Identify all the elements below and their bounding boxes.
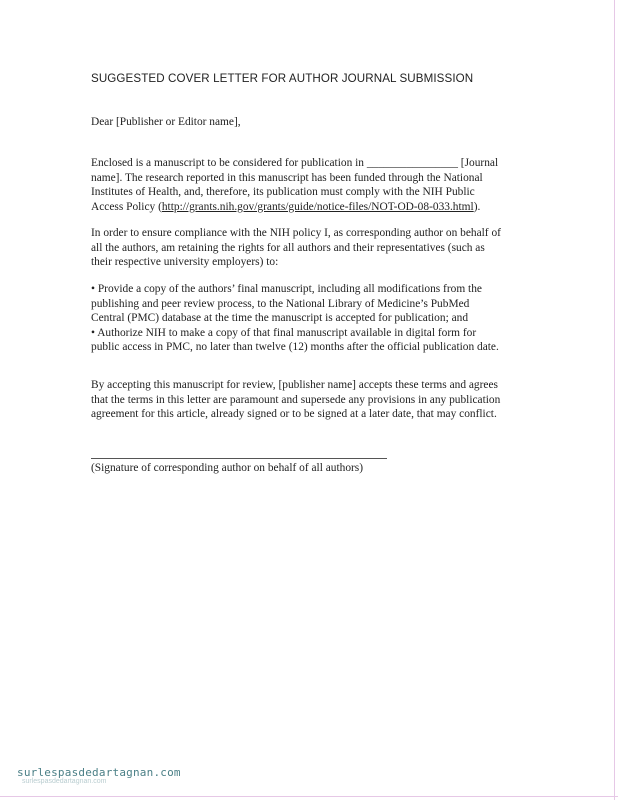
bullet-line: public access in PMC, no later than twelve (12) months after the official publication date.: [91, 341, 499, 354]
bullet-line: Central (PMC) database at the time the manuscript is accepted for publication; and: [91, 312, 469, 325]
page-border-right: [614, 0, 615, 800]
bullet-line: • Provide a copy of the authors’ final manuscript, including all modifications from the: [91, 283, 482, 295]
site-watermark: surlespasdedartagnan.com: [17, 766, 181, 779]
signature-line: [91, 458, 387, 459]
paragraph-line: all the authors, am retaining the rights for all authors and their representatives (such as: [91, 241, 485, 254]
salutation-text: Dear [Publisher or Editor name],: [91, 116, 241, 128]
site-watermark-subtext: surlespasdedartagnan.com: [22, 778, 107, 785]
signature-caption: (Signature of corresponding author on behalf of all authors): [91, 462, 364, 474]
bullet-list: [91, 282, 541, 355]
page-border-bottom: [0, 796, 618, 797]
paragraph-compliance: [91, 226, 541, 270]
nih-policy-link[interactable]: http://grants.nih.gov/grants/guide/notice-files/NOT-OD-08-033.html: [161, 200, 474, 213]
paragraph-line: Enclosed is a manuscript to be considered for publication in ________________ [Journal: [91, 157, 499, 169]
link-prefix: Access Policy (: [91, 200, 162, 213]
salutation: [91, 115, 541, 130]
bullet-line: publishing and peer review process, to the National Library of Medicine’s PubMed: [91, 297, 470, 310]
paragraph-line: that the terms in this letter are paramount and supersede any provisions in any publication: [91, 393, 501, 406]
paragraph-line: In order to ensure compliance with the NIH policy I, as corresponding author on behalf of: [91, 227, 501, 239]
paragraph-acceptance: [91, 378, 541, 422]
paragraph-line-with-link: [91, 200, 541, 215]
bullet-line: • Authorize NIH to make a copy of that final manuscript available in digital form for: [91, 326, 477, 339]
paragraph-funding: [91, 156, 541, 214]
paragraph-line: By accepting this manuscript for review, [publisher name] accepts these terms and agrees: [91, 379, 498, 391]
paragraph-line: their respective university employers) to:: [91, 256, 279, 269]
paragraph-line: Institutes of Health, and, therefore, its publication must comply with the NIH Public: [91, 186, 475, 199]
signature-caption-block: [91, 461, 541, 476]
paragraph-line: name]. The research reported in this manuscript has been funded through the National: [91, 171, 483, 184]
letter-heading: SUGGESTED COVER LETTER FOR AUTHOR JOURNAL SUBMISSION: [91, 72, 474, 85]
paragraph-line: agreement for this article, already signed or to be signed at a later date, that may conflict.: [91, 408, 497, 421]
link-suffix: ).: [473, 200, 481, 213]
